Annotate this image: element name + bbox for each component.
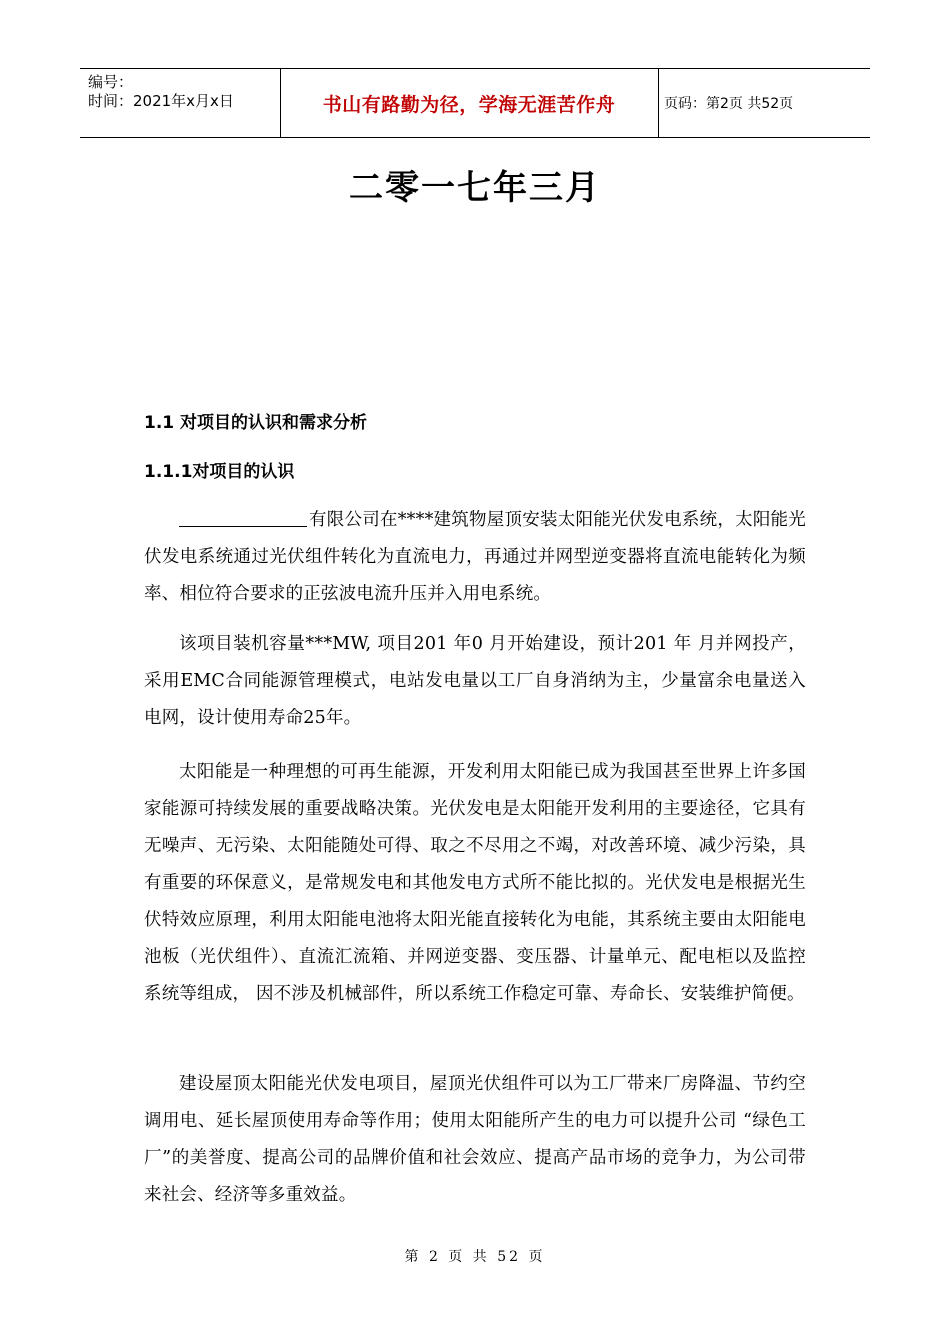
header-meta <box>80 69 281 137</box>
document-date-title: 二零一七年三月 <box>349 168 601 208</box>
paragraph-1 <box>144 502 806 613</box>
paragraph-4: 建设屋顶太阳能光伏发电项目，屋顶光伏组件可以为工厂带来厂房降温、节约空调用电、延长屋顶使用寿命等作用；使用太阳能所产生的电力可以提升公司 “绿色工厂”的美誉度、提高公司的品牌价值和社会效应、提高产品市场的竞争力，为公司带来社会、经济等多重效益。 <box>144 1074 806 1205</box>
paragraph-2: 该项目装机容量***MW, 项目201 年0 月开始建设，预计201 年 月并网投产，采用EMC合同能源管理模式，电站发电量以工厂自身消纳为主，少量富余电量送入电网，设计使用寿命25年。 <box>144 634 806 728</box>
number-label: 编号： <box>88 73 134 91</box>
paragraph-3: 太阳能是一种理想的可再生能源，开发利用太阳能已成为我国甚至世界上许多国家能源可持续发展的重要战略决策。光伏发电是太阳能开发利用的主要途径，它具有无噪声、无污染、太阳能随处可得、取之不尽用之不竭，对改善环境、减少污染，具有重要的环保意义，是常规发电和其他发电方式所不能比拟的。光伏发电是根据光生伏特效应原理，利用太阳能电池将太阳光能直接转化为电能，其系统主要由太阳能电池板（光伏组件）、直流汇流箱、并网逆变器、变压器、计量单元、配电柜以及监控系统等组成， 因不涉及机械部件，所以系统工作稳定可靠、寿命长、安装维护简便。 <box>144 762 806 1004</box>
paragraph-1-text: 有限公司在****建筑物屋顶安装太阳能光伏发电系统，太阳能光伏发电系统通过光伏组件转化为直流电力，再通过并网型逆变器将直流电能转化为频率、相位符合要求的正弦波电流升压并入用电系统。 <box>144 510 806 604</box>
header-page-info: 页码：第2页 共52页 <box>664 96 794 112</box>
page-footer: 第 2 页 共 52 页 <box>404 1249 546 1265</box>
time-label: 时间：2021年x月x日 <box>88 92 234 110</box>
header-motto: 书山有路勤为径，学海无涯苦作舟 <box>280 69 659 137</box>
page-header <box>80 68 870 138</box>
subsection-heading: 1.1.1对项目的认识 <box>144 462 295 482</box>
fill-in-blank <box>179 508 307 527</box>
section-heading: 1.1 对项目的认识和需求分析 <box>144 413 368 433</box>
